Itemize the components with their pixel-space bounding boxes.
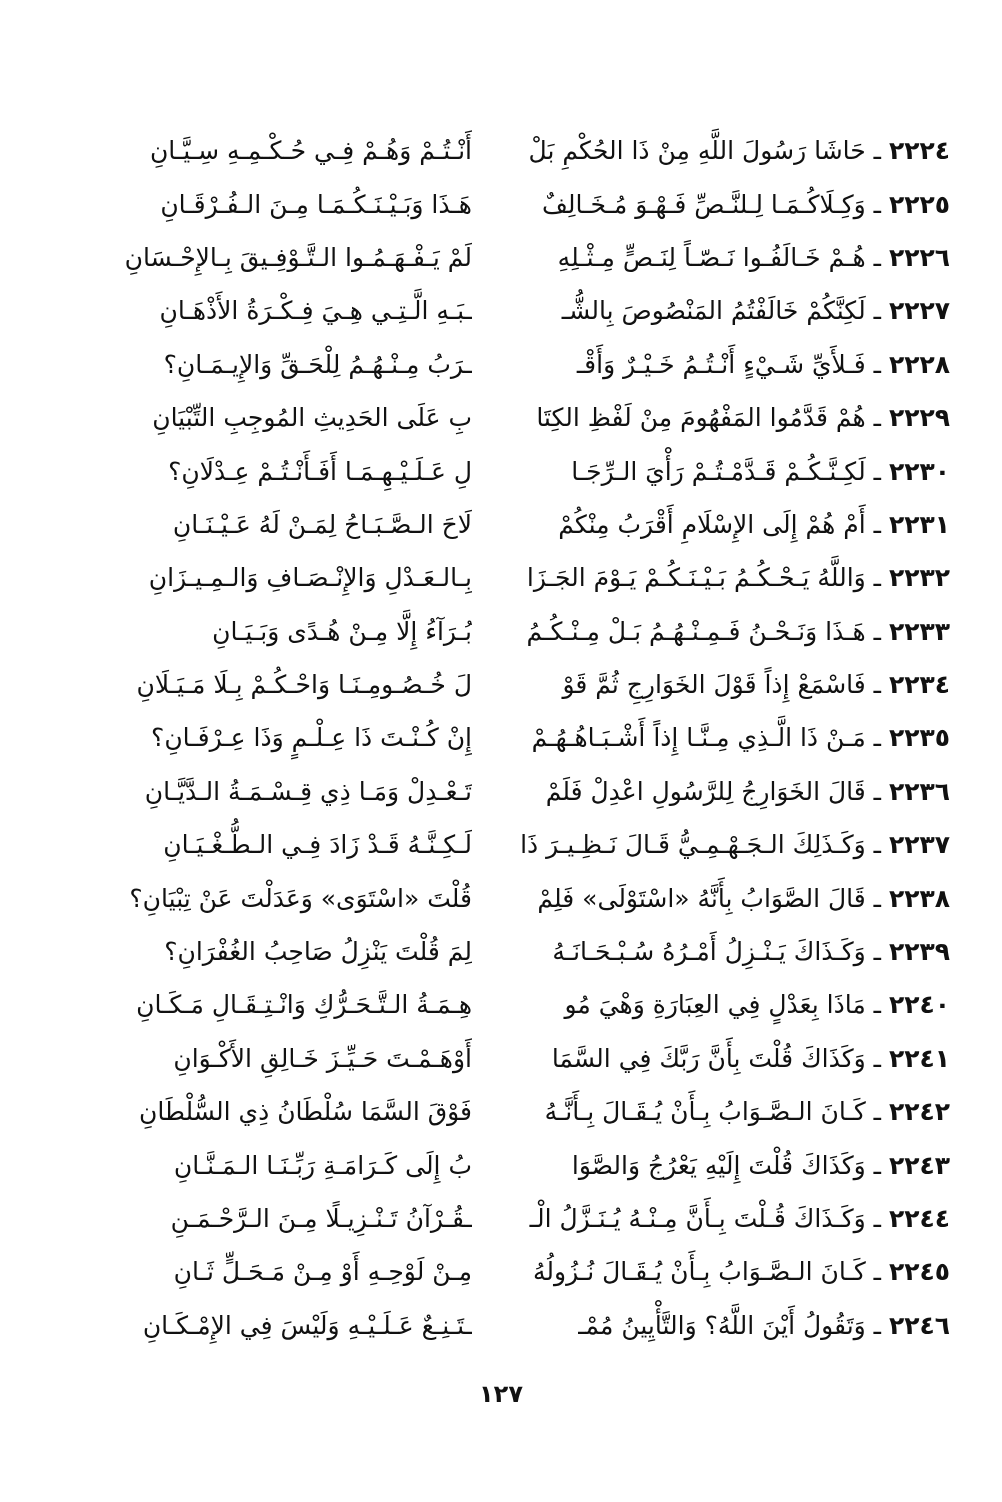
second-hemistich: بِ عَلَى الحَدِيثِ المُوجِبِ التِّبْيَانِ: [152, 403, 472, 433]
verse-line: [60, 391, 950, 444]
verse-line: [60, 444, 950, 497]
first-hemistich: [520, 338, 950, 391]
verse-number: ٢٢٢٧: [888, 296, 950, 326]
second-hemistich: إِنْ كُـنْـتَ ذَا عِـلْـمٍ وَذَا عِـرْفَـانِ؟: [151, 723, 472, 753]
verse-number-separator: ـ: [865, 136, 889, 166]
first-hemistich-text: مَاذَا بِعَدْلٍ فِي العِبَارَةِ وَهْيَ مُو: [564, 990, 866, 1020]
verse-number-separator: ـ: [865, 242, 889, 272]
verse-line: [60, 338, 950, 391]
verse-number: ٢٢٣١: [888, 509, 950, 539]
second-hemistich: لَمْ يَـفْـهَـمُـوا الـتَّـوْفِـيقَ بِـالإِحْـسَانِ: [124, 242, 472, 272]
first-hemistich-text: وَكَـذَاكَ يَـنْـزِلُ أَمْـرُهُ سُـبْـحَـانَـهُ: [552, 937, 866, 967]
verse-line: [60, 925, 950, 978]
verse-line: [60, 177, 950, 230]
first-hemistich: [520, 711, 950, 764]
verse-number-separator: ـ: [865, 1310, 889, 1340]
first-hemistich-text: هُمْ قَدَّمُوا المَفْهُومَ مِنْ لَفْظِ الكِتَا: [536, 403, 866, 433]
verse-number-separator: ـ: [865, 883, 889, 913]
first-hemistich-text: وَكَـذَلِكَ الـجَـهْـمِـيُّ قَـالَ نَـظِـيـرَ ذَا: [520, 830, 866, 860]
verse-line: [60, 978, 950, 1031]
second-hemistich: لِ عَـلَـيْـهِـمَـا أَفَـأَنْـتُـمْ عِـدْلَانِ؟: [168, 456, 472, 486]
first-hemistich-text: قَالَ الصَّوَابُ بِأَنَّهُ «اسْتَوْلَى» فَلِمْ: [537, 883, 866, 913]
verse-line: [60, 1192, 950, 1245]
first-hemistich: [520, 818, 950, 871]
second-hemistich: بُـرَآءُ إِلَّا مِـنْ هُـدًى وَبَـيَـانِ: [212, 616, 472, 646]
first-hemistich-text: وَكَـذَاكَ قُـلْتَ بِـأَنَّ مِـنْـهُ يُـنَـزَّلُ الْـ: [529, 1204, 866, 1233]
verse-number-separator: ـ: [865, 723, 889, 753]
second-hemistich: هِـمَـةُ الـتَّـحَـرُّكِ وَانْـتِـقَـالِ مَـكَـانِ: [136, 990, 472, 1020]
first-hemistich: [520, 284, 950, 337]
page-number: ١٢٧: [479, 1380, 523, 1408]
verse-number: ٢٢٣٨: [888, 883, 950, 913]
second-hemistich: تَـعْـدِلْ وَمَـا ذِي قِـسْـمَـةُ الـدَّيَّـانِ: [144, 776, 472, 806]
second-hemistich: هَـذَا وَبَـيْـنَـكُـمَـا مِـنَ الـفُـرْقَـانِ: [160, 189, 472, 219]
verse-line: [60, 1138, 950, 1191]
first-hemistich: [520, 605, 950, 658]
verse-line: [60, 605, 950, 658]
verse-line: [60, 124, 950, 177]
second-hemistich: لَاحَ الـصَّـبَـاحُ لِمَـنْ لَهُ عَـيْـنَـانِ: [172, 509, 472, 539]
verse-number: ٢٢٣٣: [888, 616, 950, 646]
verse-line: [60, 231, 950, 284]
verse-number-separator: ـ: [865, 1097, 889, 1127]
verse-line: [60, 1085, 950, 1138]
first-hemistich-text: هُـمْ خَـالَفُـوا نَـصّـاً لِنَـصٍّ مِـثْـلِهِ: [557, 242, 866, 272]
second-hemistich: مِـنْ لَوْحِـهِ أَوْ مِـنْ مَـحَـلٍّ ثَـانِ: [173, 1257, 472, 1287]
verse-number-separator: ـ: [865, 830, 889, 860]
first-hemistich: [520, 231, 950, 284]
verse-number: ٢٢٣٩: [888, 937, 950, 967]
first-hemistich: [520, 872, 950, 925]
second-hemistich: أَوْهَـمْـتَ حَـيِّـزَ خَـالِقِ الأَكْـوَانِ: [173, 1043, 472, 1073]
verse-number-separator: ـ: [865, 296, 889, 326]
verse-number-separator: ـ: [865, 189, 889, 219]
verse-number: ٢٢٣٤: [888, 670, 950, 700]
verse-number: ٢٢٢٦: [888, 242, 950, 272]
first-hemistich: [520, 1139, 950, 1192]
verse-number: ٢٢٣٠: [888, 456, 950, 486]
first-hemistich-text: فَاسْمَعْ إِذاً قَوْلَ الخَوَارِجِ ثُمَّ قَوْ: [562, 670, 866, 700]
first-hemistich-text: وَتَقُولُ أَيْنَ اللَّهُ؟ وَالتَّأْيِينُ مُمْـ: [578, 1310, 866, 1340]
verse-line: [60, 871, 950, 924]
first-hemistich-text: فَـلأَيِّ شَـيْءٍ أَنْـتُـمُ خَـيْـرٌ وَأَقْـ: [576, 349, 866, 379]
verse-number-separator: ـ: [865, 670, 889, 700]
second-hemistich: فَوْقَ السَّمَا سُلْطَانُ ذِي السُّلْطَانِ: [138, 1097, 472, 1127]
first-hemistich: [520, 1192, 950, 1245]
verse-number: ٢٢٢٤: [888, 136, 950, 166]
verse-number: ٢٢٤٤: [888, 1204, 950, 1233]
second-hemistich: لِمَ قُلْتَ يَنْزِلُ صَاحِبُ الغُفْرَانِ؟: [164, 937, 472, 967]
second-hemistich: بُ إِلَى كَـرَامَـةِ رَبِّـنَـا الـمَـنَّـانِ: [173, 1150, 472, 1180]
first-hemistich: [520, 925, 950, 978]
first-hemistich: [520, 1299, 950, 1352]
verse-line: [60, 765, 950, 818]
first-hemistich: [520, 1085, 950, 1138]
second-hemistich: قُلْتَ «اسْتَوَى» وَعَدَلْتَ عَنْ تِبْيَانِ؟: [129, 883, 472, 913]
verse-number-separator: ـ: [865, 1043, 889, 1073]
verse-number: ٢٢٢٨: [888, 349, 950, 379]
first-hemistich-text: وَكِـلَاكُـمَـا لِـلنَّـصِّ فَـهْـوَ مُـخَـالِفٌ: [542, 189, 866, 219]
poem-body: [60, 124, 950, 1352]
first-hemistich-text: أَمْ هُمْ إِلَى الإِسْلَامِ أَقْرَبُ مِنْكُمْ: [558, 509, 866, 539]
first-hemistich: [520, 1032, 950, 1085]
second-hemistich: لَـكِـنَّـهُ قَـدْ زَادَ فِـي الـطُّـغْـيَـانِ: [163, 830, 472, 860]
first-hemistich-text: لَكِـنَّـكُـمْ قَـدَّمْـتُـمْ رَأْيَ الـرِّجَـا: [571, 456, 866, 486]
verse-line: [60, 818, 950, 871]
verse-number: ٢٢٣٥: [888, 723, 950, 753]
verse-line: [60, 1245, 950, 1298]
first-hemistich-text: مَـنْ ذَا الَّـذِي مِـنَّـا إِذاً أَشْـبَـاهُـهُـمْ: [531, 723, 866, 753]
verse-line: [60, 711, 950, 764]
verse-number: ٢٢٣٦: [888, 776, 950, 806]
first-hemistich-text: كَـانَ الـصَّـوَابُ بِـأَنْ يُـقَـالَ بِـأَنَّـهُ: [544, 1097, 866, 1127]
first-hemistich-text: وَكَذَاكَ قُلْتَ بِأَنَّ رَبَّكَ فِي السَّمَا: [551, 1043, 866, 1073]
verse-number: ٢٢٢٥: [888, 189, 950, 219]
verse-line: [60, 498, 950, 551]
first-hemistich-text: وَكَذَاكَ قُلْتَ إِلَيْهِ يَعْرُجُ وَالصَّوَا: [571, 1150, 866, 1180]
second-hemistich: بِـالـعَـدْلِ وَالإِنْـصَـافِ وَالـمِـيـزَانِ: [148, 563, 472, 593]
first-hemistich: [520, 551, 950, 604]
verse-number-separator: ـ: [865, 456, 889, 486]
second-hemistich: ـتَـنِـعٌ عَـلَـيْـهِ وَلَيْسَ فِي الإِمْـكَـانِ: [142, 1310, 472, 1340]
verse-number-separator: ـ: [865, 349, 889, 379]
verse-number-separator: ـ: [865, 563, 889, 593]
first-hemistich-text: كَـانَ الـصَّـوَابُ بِـأَنْ يُـقَـالَ نُـزُولُهُ: [532, 1257, 866, 1287]
first-hemistich: [520, 658, 950, 711]
verse-line: [60, 284, 950, 337]
first-hemistich: [520, 391, 950, 444]
verse-number-separator: ـ: [865, 1257, 889, 1287]
first-hemistich: [520, 445, 950, 498]
verse-number-separator: ـ: [865, 990, 889, 1020]
verse-number-separator: ـ: [865, 616, 889, 646]
verse-line: [60, 658, 950, 711]
second-hemistich: أَنْـتُـمْ وَهُـمْ فِـي حُـكْـمِـهِ سِـيَّـانِ: [149, 136, 472, 166]
first-hemistich: [520, 124, 950, 177]
second-hemistich: ـرَبُ مِـنْـهُـمُ لِلْحَـقِّ وَالإِيـمَـانِ؟: [163, 349, 472, 379]
verse-number: ٢٢٤٦: [888, 1310, 950, 1340]
verse-number-separator: ـ: [865, 776, 889, 806]
first-hemistich-text: وَاللَّهُ يَـحْـكُـمُ بَـيْـنَـكُـمْ يَـوْمَ الجَـزَا: [526, 563, 866, 593]
verse-number: ٢٢٢٩: [888, 403, 950, 433]
first-hemistich-text: هَـذَا وَنَـحْـنُ فَـمِـنْـهُـمُ بَـلْ مِـنْـكُـمُ: [526, 616, 866, 646]
first-hemistich: [520, 978, 950, 1031]
second-hemistich: ـقُـرْآنُ تَـنْـزِيـلًا مِـنَ الـرَّحْـمَـنِ: [170, 1204, 472, 1233]
first-hemistich: [520, 1245, 950, 1298]
second-hemistich: لَ خُـصُـومِـنَـا وَاحْـكُـمْ بِـلَا مَـيَـلَانِ: [136, 670, 472, 700]
verse-number: ٢٢٤٥: [888, 1257, 950, 1287]
verse-number: ٢٢٤٣: [888, 1150, 950, 1180]
verse-number: ٢٢٤١: [888, 1043, 950, 1073]
verse-line: [60, 1032, 950, 1085]
verse-number-separator: ـ: [865, 937, 889, 967]
verse-number: ٢٢٤٢: [888, 1097, 950, 1127]
first-hemistich: [520, 498, 950, 551]
first-hemistich-text: قَالَ الخَوَارِجُ لِلرَّسُولِ اعْدِلْ فَلَمْ: [545, 776, 866, 806]
verse-line: [60, 551, 950, 604]
first-hemistich-text: لَكِنَّكُمْ خَالَفْتُمُ المَنْصُوصَ بِالشُّـ: [561, 296, 866, 326]
verse-number-separator: ـ: [865, 1204, 889, 1233]
verse-number: ٢٢٣٢: [888, 563, 950, 593]
first-hemistich: [520, 765, 950, 818]
verse-number-separator: ـ: [865, 1150, 889, 1180]
verse-line: [60, 1299, 950, 1352]
verse-number-separator: ـ: [865, 403, 889, 433]
first-hemistich-text: حَاشَا رَسُولَ اللَّهِ مِنْ ذَا الحُكْمِ بَلْ: [528, 136, 866, 166]
first-hemistich: [520, 178, 950, 231]
second-hemistich: ـبَـهِ الَّـتِـي هِـيَ فِـكْـرَةُ الأَذْهَـانِ: [159, 296, 472, 326]
verse-number: ٢٢٤٠: [888, 990, 950, 1020]
verse-number-separator: ـ: [865, 509, 889, 539]
verse-number: ٢٢٣٧: [888, 830, 950, 860]
